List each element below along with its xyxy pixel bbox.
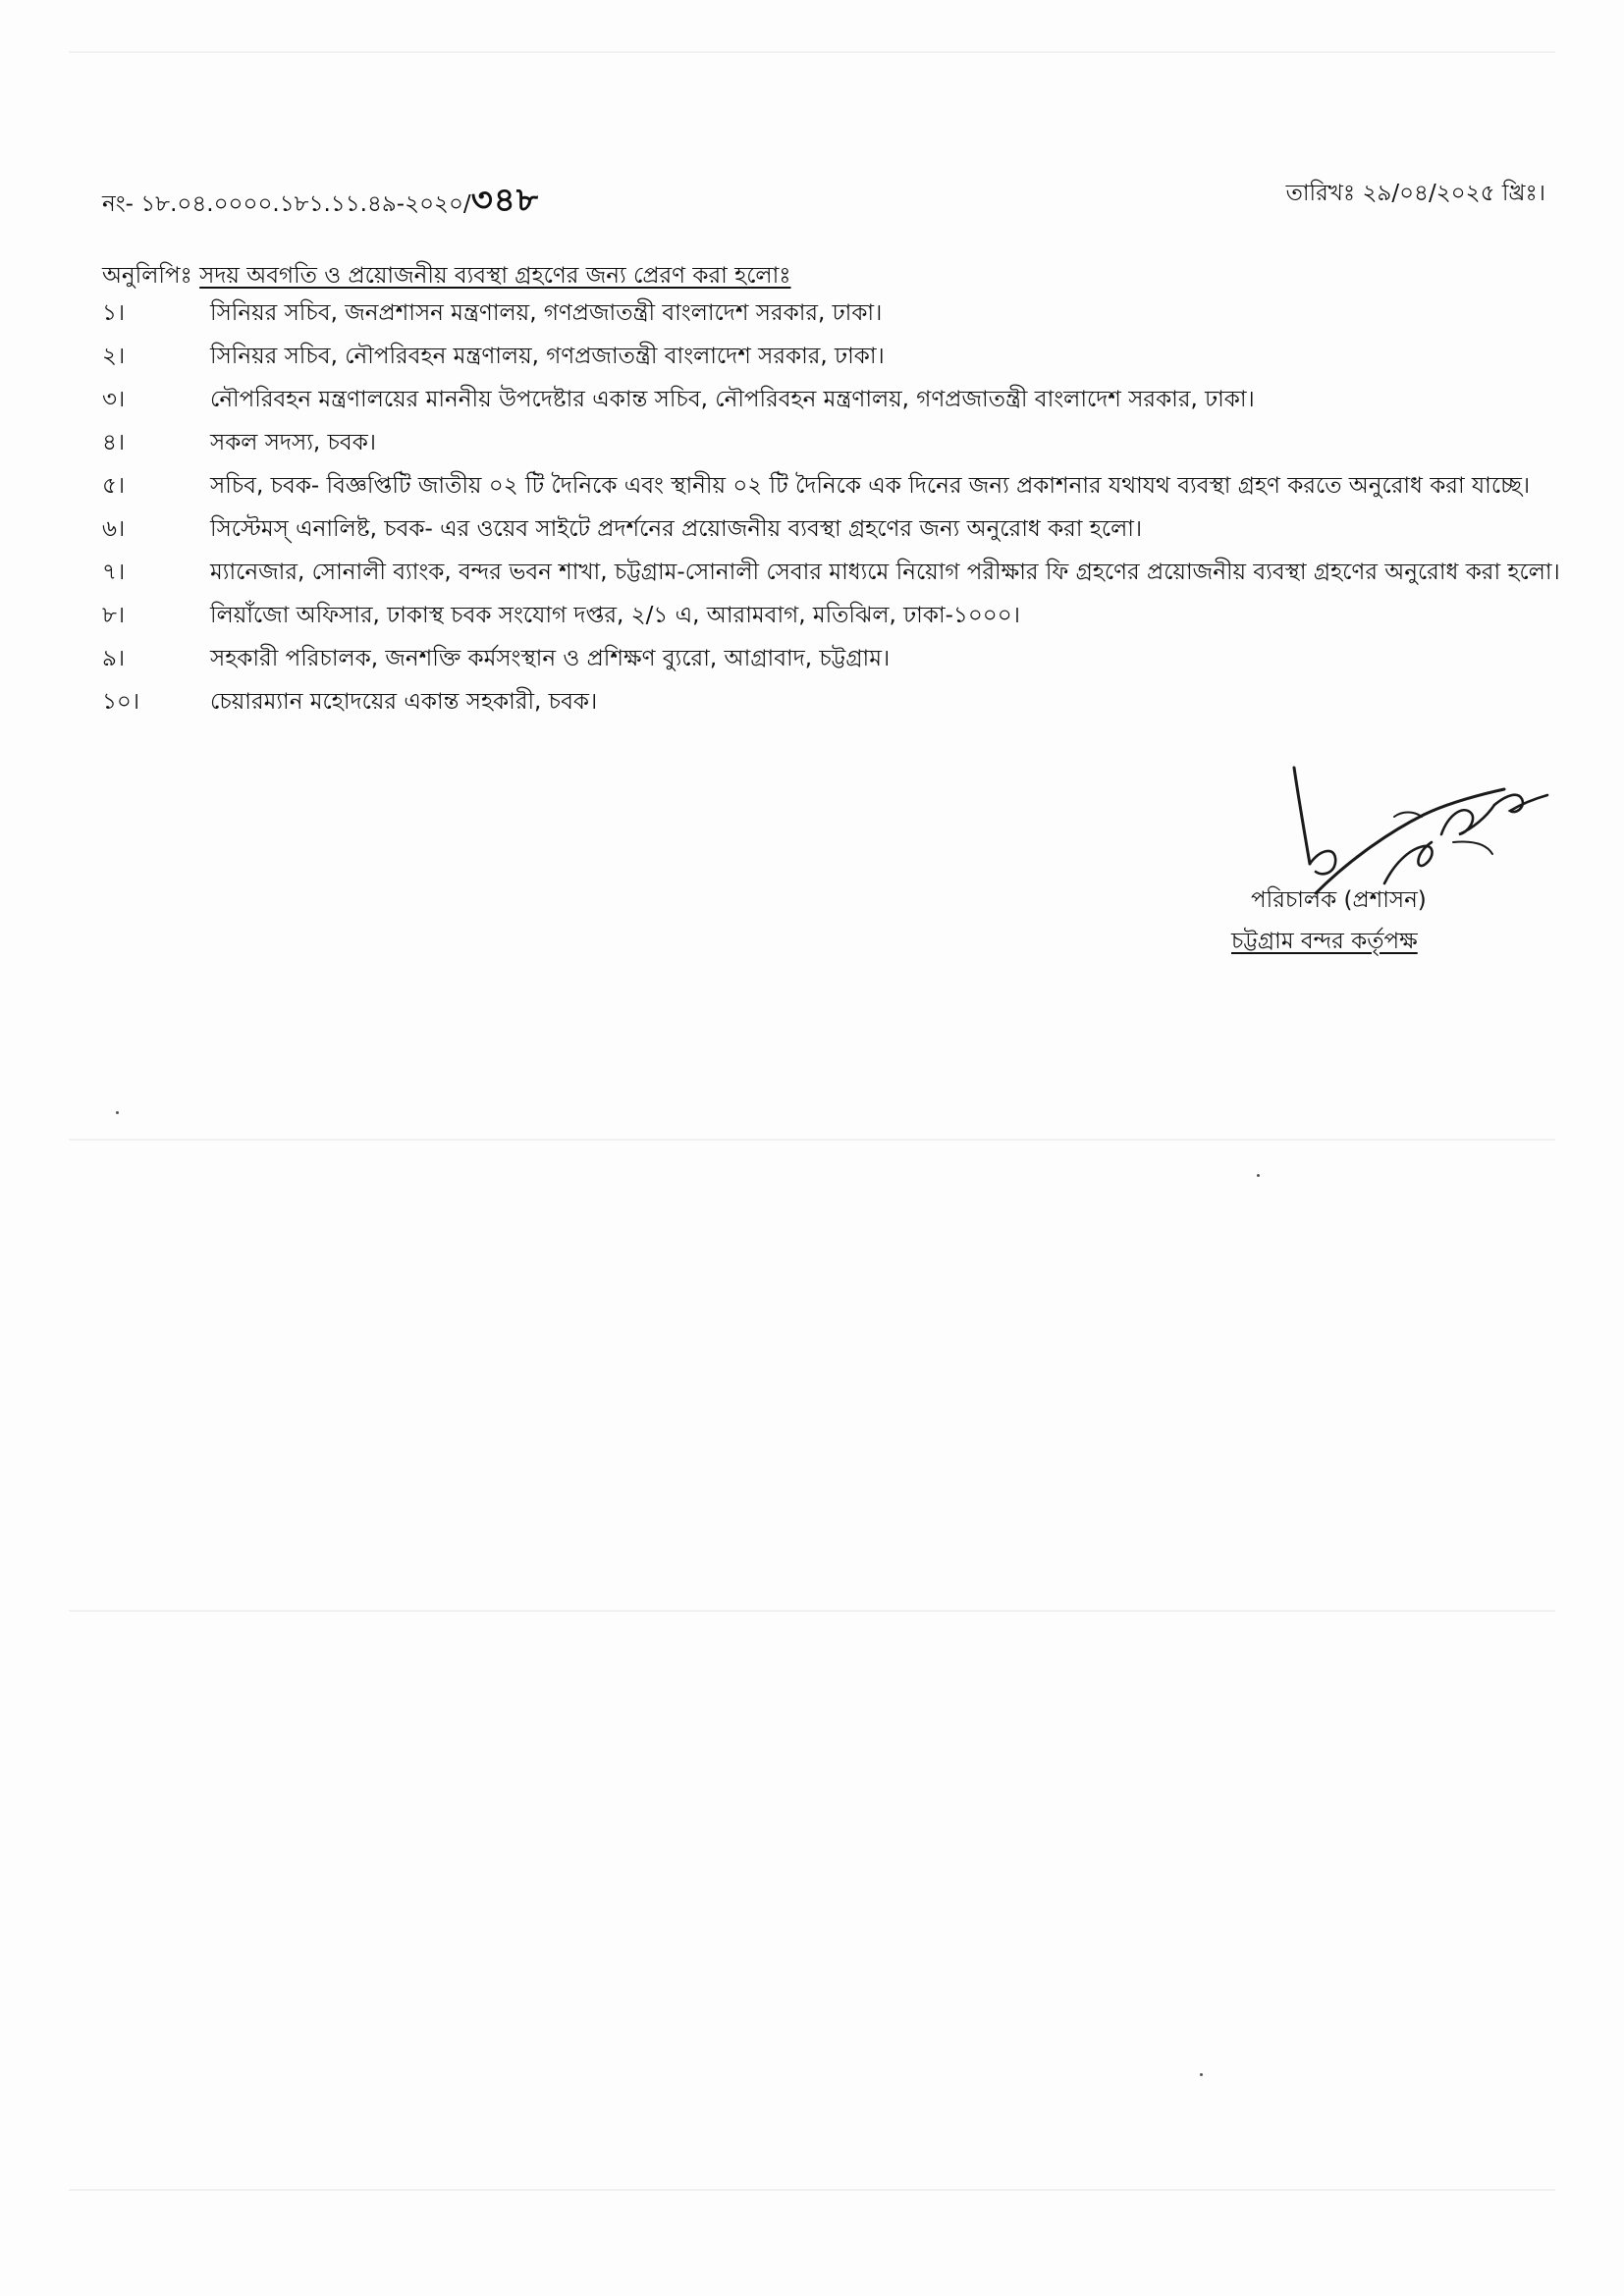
list-item bbox=[102, 685, 1614, 720]
memo-number-prefix: নং- ১৮.০৪.০০০০.১৮১.১১.৪৯-২০২০/ bbox=[102, 191, 471, 217]
copy-purpose: সদয় অবগতি ও প্রয়োজনীয় ব্যবস্থা গ্রহণের জন্য প্রেরণ করা হলোঃ bbox=[199, 263, 791, 289]
signatory-organization: চট্টগ্রাম বন্দর কর্তৃপক্ষ bbox=[1231, 929, 1418, 954]
scan-speck bbox=[116, 1111, 119, 1114]
signatory-designation: পরিচালক (প্রশাসন) bbox=[1251, 887, 1427, 913]
copy-heading bbox=[102, 257, 791, 295]
list-item-number: ৪। bbox=[102, 430, 126, 455]
list-item bbox=[102, 512, 1614, 547]
list-item bbox=[102, 642, 1614, 676]
memo-number bbox=[102, 175, 539, 231]
list-item bbox=[102, 426, 1614, 460]
list-item-number: ৯। bbox=[102, 646, 126, 671]
memo-date: তারিখঃ ২৯/০৪/২০২৫ খ্রিঃ। bbox=[1285, 181, 1545, 206]
list-item-number: ১০। bbox=[102, 689, 140, 715]
bleed-through-line bbox=[69, 2189, 1555, 2191]
list-item-text: সচিব, চবক- বিজ্ঞপ্তিটি জাতীয় ০২ টি দৈনিকে এবং স্থানীয় ০২ টি দৈনিকে এক দিনের জন্য প্রকাশনার যথাযথ ব্যবস্থা গ্রহণ করতে অনুরোধ করা যাচ্ছে। bbox=[210, 473, 1531, 499]
list-item bbox=[102, 599, 1614, 633]
bleed-through-line bbox=[69, 1610, 1555, 1612]
list-item-number: ৫। bbox=[102, 473, 126, 499]
copy-label: অনুলিপিঃ bbox=[102, 263, 200, 289]
list-item-text: সিস্টেমস্ এনালিষ্ট, চবক- এর ওয়েব সাইটে প্রদর্শনের প্রয়োজনীয় ব্যবস্থা গ্রহণের জন্য অনুরোধ করা হলো। bbox=[210, 516, 1143, 542]
memo-number-handwritten: ৩৪৮ bbox=[470, 181, 539, 220]
list-item-text: ম্যানেজার, সোনালী ব্যাংক, বন্দর ভবন শাখা, চট্টগ্রাম-সোনালী সেবার মাধ্যমে নিয়োগ পরীক্ষার ফি গ্রহণের প্রয়োজনীয় ব্যবস্থা গ্রহণের অনুরোধ করা হলো। bbox=[210, 560, 1560, 585]
list-item-text: সিনিয়র সচিব, জনপ্রশাসন মন্ত্রণালয়, গণপ্রজাতন্ত্রী বাংলাদেশ সরকার, ঢাকা। bbox=[210, 300, 883, 326]
list-item bbox=[102, 469, 1614, 504]
list-item bbox=[102, 340, 1614, 374]
scan-speck bbox=[1200, 2073, 1203, 2076]
list-item-text: লিয়াঁজো অফিসার, ঢাকাস্থ চবক সংযোগ দপ্তর, ২/১ এ, আরামবাগ, মতিঝিল, ঢাকা-১০০০। bbox=[210, 603, 1020, 628]
list-item bbox=[102, 383, 1614, 417]
list-item-number: ৬। bbox=[102, 516, 126, 542]
list-item-text: সহকারী পরিচালক, জনশক্তি কর্মসংস্থান ও প্রশিক্ষণ ব্যুরো, আগ্রাবাদ, চট্টগ্রাম। bbox=[210, 646, 891, 671]
list-item-number: ৮। bbox=[102, 603, 126, 628]
list-item-text: সকল সদস্য, চবক। bbox=[210, 430, 377, 455]
list-item bbox=[102, 556, 1614, 590]
list-item-text: সিনিয়র সচিব, নৌপরিবহন মন্ত্রণালয়, গণপ্রজাতন্ত্রী বাংলাদেশ সরকার, ঢাকা। bbox=[210, 344, 885, 369]
list-item-number: ৩। bbox=[102, 387, 126, 412]
bleed-through-line bbox=[69, 1139, 1555, 1141]
list-item-number: ১। bbox=[102, 300, 126, 326]
bleed-through-line bbox=[69, 51, 1555, 53]
list-item-number: ২। bbox=[102, 344, 126, 369]
list-item bbox=[102, 296, 1614, 331]
list-item-number: ৭। bbox=[102, 560, 126, 585]
recipient-list bbox=[102, 296, 1614, 728]
scan-speck bbox=[1257, 1174, 1260, 1177]
list-item-text: নৌপরিবহন মন্ত্রণালয়ের মাননীয় উপদেষ্টার একান্ত সচিব, নৌপরিবহন মন্ত্রণালয়, গণপ্রজাতন্ত্রী বাংলাদেশ সরকার, ঢাকা। bbox=[210, 387, 1255, 412]
list-item-text: চেয়ারম্যান মহোদয়ের একান্ত সহকারী, চবক। bbox=[210, 689, 598, 715]
